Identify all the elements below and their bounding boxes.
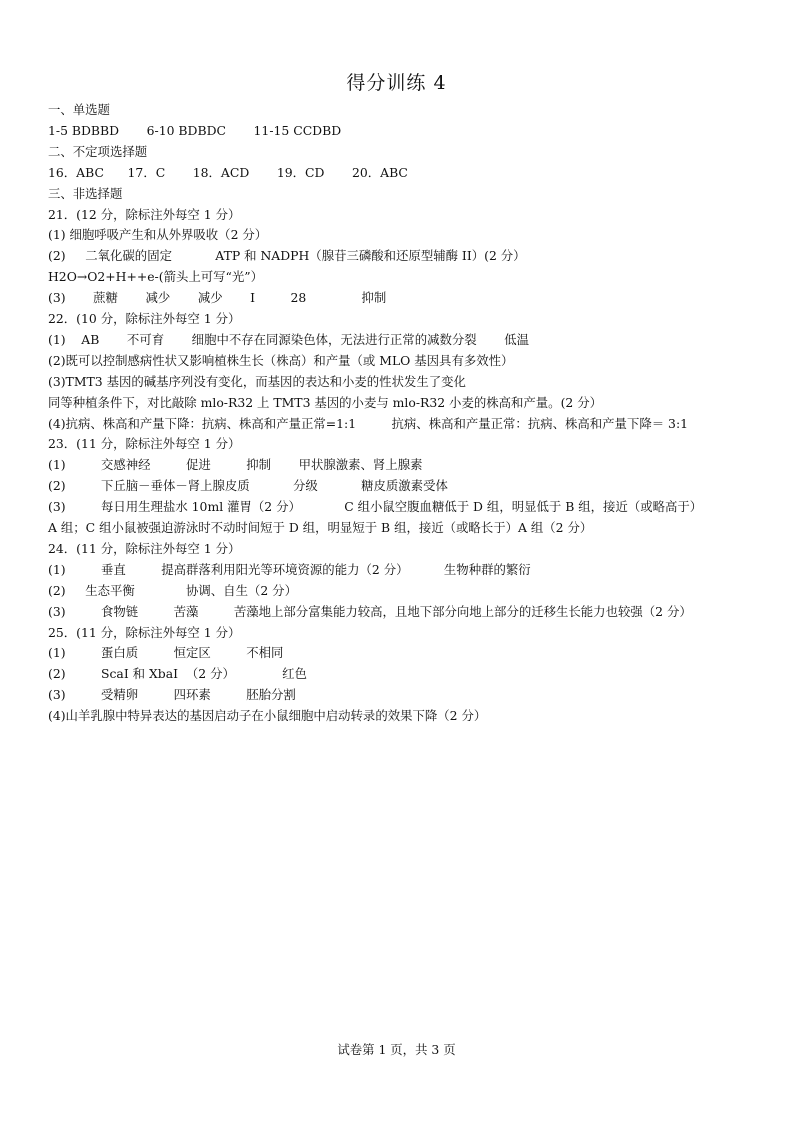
answer-line: (1) 细胞呼吸产生和从外界吸收（2 分） <box>48 227 268 243</box>
answer-line: A 组；C 组小鼠被强迫游泳时不动时间短于 D 组，明显短于 B 组，接近（或略长于）A 组（2 分） <box>48 520 593 535</box>
answer-line: (4)抗病、株高和产量下降：抗病、株高和产量正常=1:1 抗病、株高和产量正常：抗病、株高和产量下降＝ 3:1 <box>48 415 688 431</box>
answer-line: 同等种植条件下，对比敲除 mlo-R32 上 TMT3 基因的小麦与 mlo-R32 小麦的株高和产量。(2 分） <box>48 394 603 410</box>
page-title: 得分训练 4 <box>346 72 447 94</box>
answer-line: (4)山羊乳腺中特异表达的基因启动子在小鼠细胞中启动转录的效果下降（2 分） <box>48 708 487 724</box>
answer-line: H2O→O2+H++e-(箭头上可写“光”） <box>48 269 263 285</box>
answer-line: 23．(11 分，除标注外每空 1 分） <box>48 436 241 452</box>
answer-line: 24．(11 分，除标注外每空 1 分） <box>48 540 241 556</box>
answer-line: (3) 食物链 苦藻 苦藻地上部分富集能力较高，且地下部分向地上部分的迁移生长能力也较强（2 分） <box>48 603 692 619</box>
answer-line: (1) 蛋白质 恒定区 不相同 <box>48 645 284 661</box>
answer-line: (1) AB 不可育 细胞中不存在同源染色体，无法进行正常的减数分裂 低温 <box>48 331 530 347</box>
answer-line: 16．ABC 17．C 18．ACD 19．CD 20．ABC <box>48 164 408 180</box>
answer-line: (2) 二氧化碳的固定 ATP 和 NADPH（腺苷三磷酸和还原型辅酶 II）(2 分） <box>48 248 526 264</box>
answer-line: (1) 垂直 提高群落利用阳光等环境资源的能力（2 分） 生物种群的繁衍 <box>48 561 531 577</box>
answer-line: (3)TMT3 基因的碱基序列没有变化，而基因的表达和小麦的性状发生了变化 <box>48 373 466 389</box>
answer-line: (3) 受精卵 四环素 胚胎分割 <box>48 687 296 703</box>
answer-line: (3) 蔗糖 减少 减少 I 28 抑制 <box>48 290 387 306</box>
answer-line: (3) 每日用生理盐水 10ml 灌胃（2 分） C 组小鼠空腹血糖低于 D 组，明显低于 B 组，接近（或略高于） <box>48 499 703 515</box>
answer-line: (2)既可以控制感病性状又影响植株生长（株高）和产量（或 MLO 基因具有多效性） <box>48 352 514 368</box>
page-footer: 试卷第 1 页，共 3 页 <box>337 1042 456 1057</box>
answer-line: 二、不定项选择题 <box>48 143 148 159</box>
answer-line: 三、非选择题 <box>48 185 123 201</box>
answer-line: 1-5 BDBBD 6-10 BDBDC 11-15 CCDBD <box>48 122 342 138</box>
answer-line: 一、单选题 <box>48 102 110 117</box>
answer-line: (2) ScaI 和 XbaI （2 分） 红色 <box>48 666 307 682</box>
answer-line: (1) 交感神经 促进 抑制 甲状腺激素、肾上腺素 <box>48 457 423 473</box>
answer-line: (2) 下丘脑－垂体－肾上腺皮质 分级 糖皮质激素受体 <box>48 478 448 494</box>
answer-line: 25．(11 分，除标注外每空 1 分） <box>48 624 241 640</box>
answer-line: 22．(10 分，除标注外每空 1 分） <box>48 311 241 326</box>
answer-line: 21．(12 分，除标注外每空 1 分） <box>48 206 241 222</box>
answer-line: (2) 生态平衡 协调、自生（2 分） <box>48 582 297 598</box>
